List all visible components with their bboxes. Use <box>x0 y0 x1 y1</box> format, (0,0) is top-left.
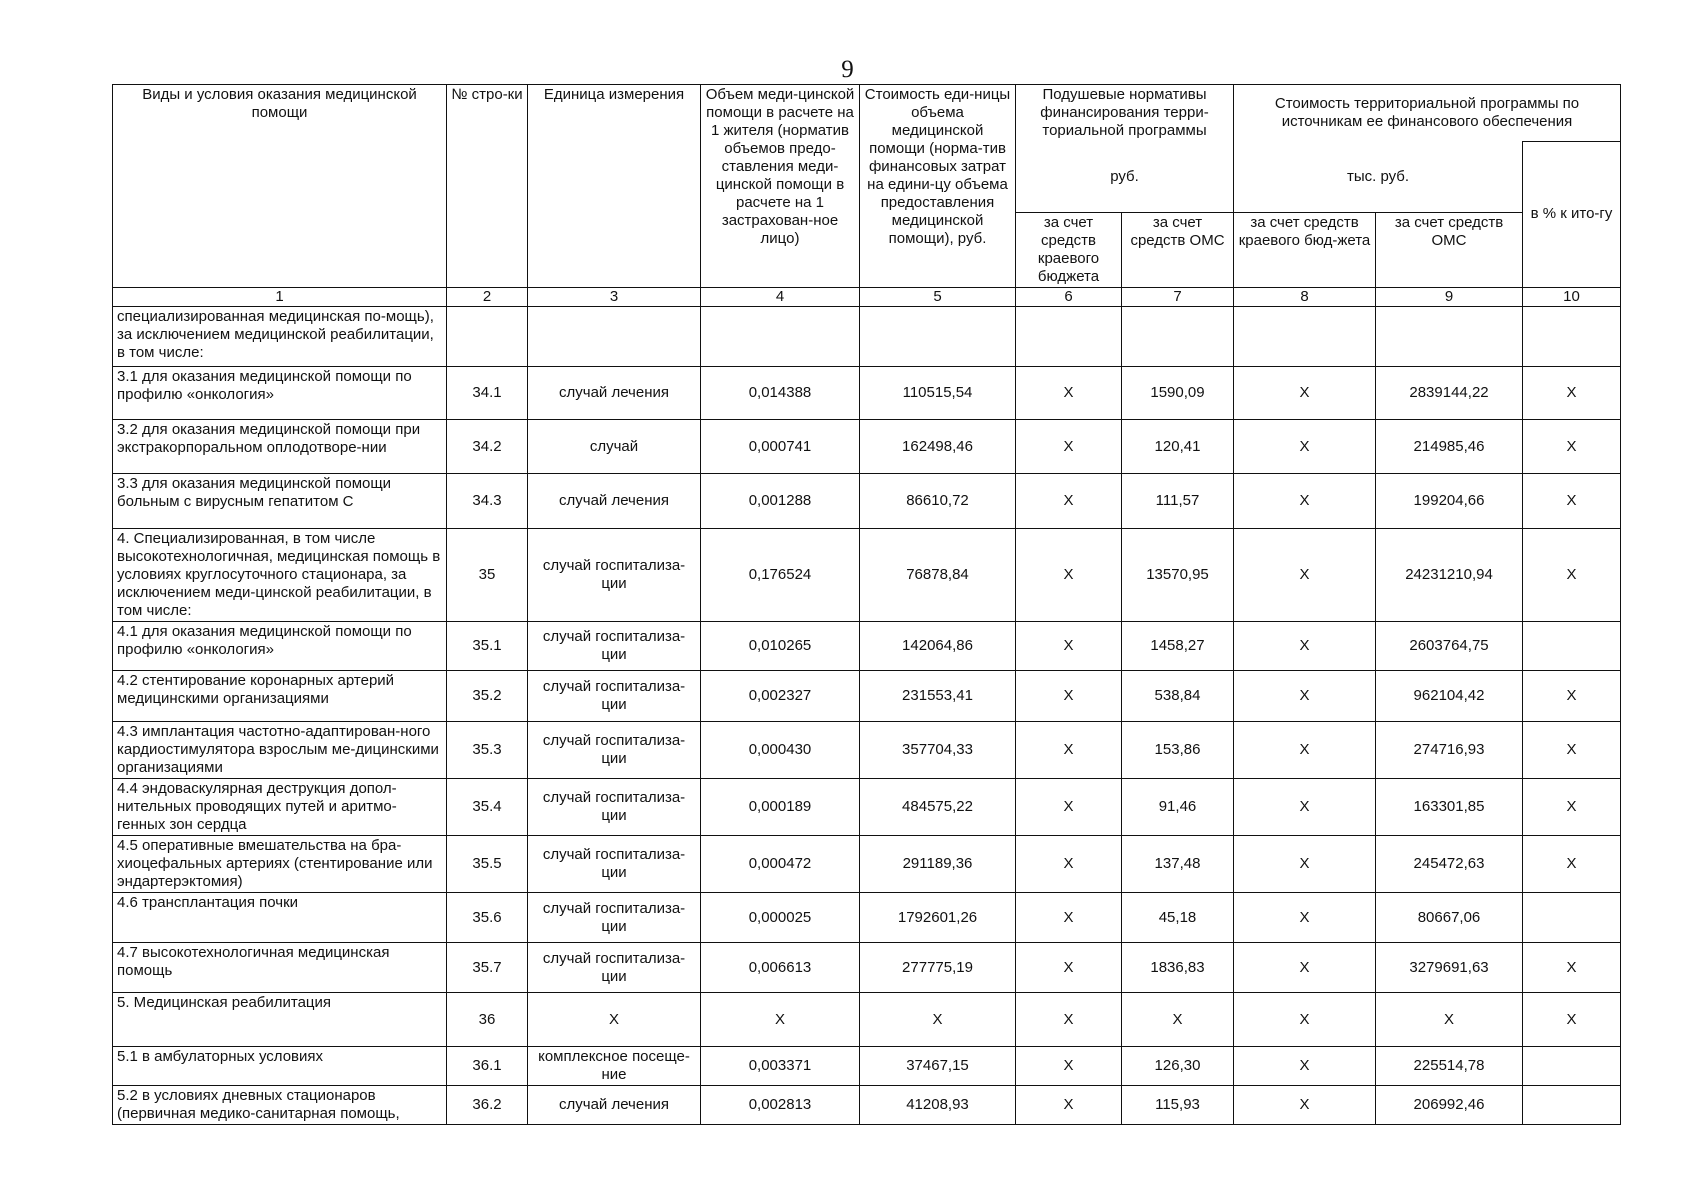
row-unit: случай госпитализа-ции <box>528 836 701 893</box>
header-regional-per-capita: за счет средств краевого бюджета <box>1016 213 1122 288</box>
column-number: 8 <box>1234 288 1376 307</box>
row-volume: 0,002327 <box>701 671 860 722</box>
row-percent: X <box>1523 474 1621 529</box>
row-oms-per-capita: 137,48 <box>1122 836 1234 893</box>
row-unit: случай госпитализа-ции <box>528 779 701 836</box>
row-unit: случай лечения <box>528 474 701 529</box>
row-regional-total: X <box>1234 671 1376 722</box>
table-row <box>113 722 1621 779</box>
row-regional-per-capita: X <box>1016 529 1122 622</box>
row-line-number: 36.2 <box>447 1086 528 1125</box>
row-oms-total: 163301,85 <box>1376 779 1523 836</box>
row-name: специализированная медицинская по-мощь), за исключением медицинской реабилитации, в том числе: <box>113 307 447 367</box>
row-regional-total: X <box>1234 529 1376 622</box>
header-oms-total: за счет средств ОМС <box>1376 213 1523 288</box>
row-oms-total: 2839144,22 <box>1376 367 1523 420</box>
row-regional-per-capita <box>1016 307 1122 367</box>
row-unit-cost: 231553,41 <box>860 671 1016 722</box>
row-oms-per-capita: 538,84 <box>1122 671 1234 722</box>
table-row <box>113 529 1621 622</box>
row-oms-per-capita: 1458,27 <box>1122 622 1234 671</box>
row-unit-cost: 41208,93 <box>860 1086 1016 1125</box>
row-unit: X <box>528 993 701 1047</box>
row-line-number: 35.7 <box>447 943 528 993</box>
row-name: 3.2 для оказания медицинской помощи при экстракорпоральном оплодотворе-нии <box>113 420 447 474</box>
table-row <box>113 622 1621 671</box>
row-regional-total: X <box>1234 722 1376 779</box>
row-oms-total: 274716,93 <box>1376 722 1523 779</box>
row-percent <box>1523 1047 1621 1086</box>
row-oms-per-capita: 13570,95 <box>1122 529 1234 622</box>
row-regional-per-capita: X <box>1016 893 1122 943</box>
row-percent: X <box>1523 529 1621 622</box>
column-number-row <box>113 288 1621 307</box>
row-name: 4.1 для оказания медицинской помощи по профилю «онкология» <box>113 622 447 671</box>
row-oms-total: 2603764,75 <box>1376 622 1523 671</box>
row-regional-per-capita: X <box>1016 671 1122 722</box>
row-percent: X <box>1523 420 1621 474</box>
header-unit-thousand: тыс. руб. <box>1234 141 1523 213</box>
header-unit-cost: Стоимость еди-ницы объема медицинской помощи (норма-тив финансовых затрат на едини-цу объема предоставления медицинской помощи), руб. <box>860 85 1016 288</box>
row-regional-per-capita: X <box>1016 779 1122 836</box>
row-name: 5. Медицинская реабилитация <box>113 993 447 1047</box>
row-oms-total: 24231210,94 <box>1376 529 1523 622</box>
row-line-number: 35.2 <box>447 671 528 722</box>
table-row <box>113 420 1621 474</box>
header-oms-per-capita: за счет средств ОМС <box>1122 213 1234 288</box>
column-number: 5 <box>860 288 1016 307</box>
row-line-number: 35.6 <box>447 893 528 943</box>
row-volume: 0,006613 <box>701 943 860 993</box>
row-regional-total: X <box>1234 1086 1376 1125</box>
column-number: 4 <box>701 288 860 307</box>
row-percent: X <box>1523 836 1621 893</box>
row-unit: случай госпитализа-ции <box>528 529 701 622</box>
column-number: 7 <box>1122 288 1234 307</box>
row-line-number: 35.4 <box>447 779 528 836</box>
row-regional-per-capita: X <box>1016 420 1122 474</box>
table-row <box>113 893 1621 943</box>
header-program-cost: Стоимость территориальной программы по источникам ее финансового обеспечения <box>1234 85 1621 142</box>
table-row <box>113 836 1621 893</box>
row-oms-per-capita: 1590,09 <box>1122 367 1234 420</box>
row-oms-per-capita: 45,18 <box>1122 893 1234 943</box>
row-oms-total <box>1376 307 1523 367</box>
row-oms-per-capita: 115,93 <box>1122 1086 1234 1125</box>
row-unit: случай госпитализа-ции <box>528 722 701 779</box>
row-oms-per-capita: 120,41 <box>1122 420 1234 474</box>
row-unit: комплексное посеще-ние <box>528 1047 701 1086</box>
row-regional-total: X <box>1234 367 1376 420</box>
row-volume: 0,000472 <box>701 836 860 893</box>
row-line-number: 35 <box>447 529 528 622</box>
row-regional-total: X <box>1234 943 1376 993</box>
row-oms-total: 962104,42 <box>1376 671 1523 722</box>
row-regional-total <box>1234 307 1376 367</box>
row-unit-cost: X <box>860 993 1016 1047</box>
column-number: 9 <box>1376 288 1523 307</box>
row-unit <box>528 307 701 367</box>
row-line-number <box>447 307 528 367</box>
row-regional-per-capita: X <box>1016 1086 1122 1125</box>
row-line-number: 35.5 <box>447 836 528 893</box>
row-name: 4.7 высокотехнологичная медицинская помощь <box>113 943 447 993</box>
row-oms-total: 199204,66 <box>1376 474 1523 529</box>
table-row <box>113 474 1621 529</box>
row-regional-total: X <box>1234 420 1376 474</box>
row-volume: 0,000430 <box>701 722 860 779</box>
row-percent: X <box>1523 671 1621 722</box>
row-percent: X <box>1523 367 1621 420</box>
financing-table <box>112 84 1621 1125</box>
row-oms-total: 245472,63 <box>1376 836 1523 893</box>
header-percent: в % к ито-гу <box>1523 141 1621 288</box>
row-unit: случай лечения <box>528 367 701 420</box>
row-percent: X <box>1523 943 1621 993</box>
row-unit: случай <box>528 420 701 474</box>
row-percent <box>1523 893 1621 943</box>
header-line-no: № стро-ки <box>447 85 528 288</box>
row-volume <box>701 307 860 367</box>
row-regional-total: X <box>1234 622 1376 671</box>
row-volume: 0,000189 <box>701 779 860 836</box>
table-row <box>113 307 1621 367</box>
row-oms-total: 214985,46 <box>1376 420 1523 474</box>
row-line-number: 35.1 <box>447 622 528 671</box>
column-number: 1 <box>113 288 447 307</box>
row-volume: 0,000025 <box>701 893 860 943</box>
header-per-capita: Подушевые нормативы финансирования терри-ториальной программы <box>1016 85 1234 142</box>
column-number: 3 <box>528 288 701 307</box>
row-oms-per-capita: 126,30 <box>1122 1047 1234 1086</box>
table-row <box>113 1047 1621 1086</box>
row-regional-per-capita: X <box>1016 836 1122 893</box>
row-oms-total: 3279691,63 <box>1376 943 1523 993</box>
row-percent: X <box>1523 779 1621 836</box>
row-oms-total: 225514,78 <box>1376 1047 1523 1086</box>
row-name: 4.3 имплантация частотно-адаптирован-ного кардиостимулятора взрослым ме-дицинскими организациями <box>113 722 447 779</box>
table-row <box>113 671 1621 722</box>
header-unit: Единица измерения <box>528 85 701 288</box>
row-line-number: 34.1 <box>447 367 528 420</box>
row-regional-total: X <box>1234 993 1376 1047</box>
row-unit-cost: 110515,54 <box>860 367 1016 420</box>
header-unit-rub: руб. <box>1016 141 1234 213</box>
row-oms-per-capita: 91,46 <box>1122 779 1234 836</box>
row-unit-cost: 142064,86 <box>860 622 1016 671</box>
row-percent: X <box>1523 993 1621 1047</box>
row-unit-cost: 1792601,26 <box>860 893 1016 943</box>
row-unit: случай госпитализа-ции <box>528 893 701 943</box>
row-line-number: 34.3 <box>447 474 528 529</box>
row-percent <box>1523 1086 1621 1125</box>
row-unit: случай лечения <box>528 1086 701 1125</box>
row-line-number: 36 <box>447 993 528 1047</box>
column-number: 6 <box>1016 288 1122 307</box>
column-number: 10 <box>1523 288 1621 307</box>
row-regional-per-capita: X <box>1016 367 1122 420</box>
row-unit-cost: 86610,72 <box>860 474 1016 529</box>
row-name: 4. Специализированная, в том числе высокотехнологичная, медицинская помощь в условиях круглосуточного стационара, за исключением меди-цинской реабилитации, в том числе: <box>113 529 447 622</box>
row-name: 4.5 оперативные вмешательства на бра-хиоцефальных артериях (стентирование или эндартерэктомия) <box>113 836 447 893</box>
table-row <box>113 993 1621 1047</box>
table-row <box>113 1086 1621 1125</box>
row-oms-per-capita: 111,57 <box>1122 474 1234 529</box>
row-oms-per-capita <box>1122 307 1234 367</box>
row-regional-total: X <box>1234 779 1376 836</box>
table-row <box>113 367 1621 420</box>
row-volume: 0,176524 <box>701 529 860 622</box>
row-volume: 0,002813 <box>701 1086 860 1125</box>
row-volume: 0,001288 <box>701 474 860 529</box>
row-regional-per-capita: X <box>1016 993 1122 1047</box>
row-oms-total: 206992,46 <box>1376 1086 1523 1125</box>
row-regional-per-capita: X <box>1016 474 1122 529</box>
row-volume: 0,003371 <box>701 1047 860 1086</box>
row-unit: случай госпитализа-ции <box>528 943 701 993</box>
row-volume: 0,000741 <box>701 420 860 474</box>
row-oms-per-capita: X <box>1122 993 1234 1047</box>
row-volume: 0,014388 <box>701 367 860 420</box>
row-unit-cost: 291189,36 <box>860 836 1016 893</box>
row-name: 5.1 в амбулаторных условиях <box>113 1047 447 1086</box>
row-name: 3.1 для оказания медицинской помощи по профилю «онкология» <box>113 367 447 420</box>
header-regional-total: за счет средств краевого бюд-жета <box>1234 213 1376 288</box>
row-regional-total: X <box>1234 474 1376 529</box>
row-line-number: 36.1 <box>447 1047 528 1086</box>
row-unit: случай госпитализа-ции <box>528 671 701 722</box>
row-unit-cost: 162498,46 <box>860 420 1016 474</box>
row-regional-total: X <box>1234 893 1376 943</box>
row-volume: 0,010265 <box>701 622 860 671</box>
row-oms-total: X <box>1376 993 1523 1047</box>
row-regional-per-capita: X <box>1016 722 1122 779</box>
row-regional-per-capita: X <box>1016 622 1122 671</box>
row-percent <box>1523 622 1621 671</box>
row-unit-cost: 357704,33 <box>860 722 1016 779</box>
row-unit-cost: 277775,19 <box>860 943 1016 993</box>
row-name: 4.2 стентирование коронарных артерий медицинскими организациями <box>113 671 447 722</box>
row-name: 4.4 эндоваскулярная деструкция допол-нительных проводящих путей и аритмо-генных зон сердца <box>113 779 447 836</box>
row-line-number: 34.2 <box>447 420 528 474</box>
row-regional-per-capita: X <box>1016 943 1122 993</box>
column-number: 2 <box>447 288 528 307</box>
header-volume: Объем меди-цинской помощи в расчете на 1 жителя (норматив объемов предо-ставления меди-цинской помощи в расчете на 1 застрахован-ное лицо) <box>701 85 860 288</box>
row-percent: X <box>1523 722 1621 779</box>
row-regional-total: X <box>1234 836 1376 893</box>
row-regional-per-capita: X <box>1016 1047 1122 1086</box>
row-unit: случай госпитализа-ции <box>528 622 701 671</box>
row-oms-per-capita: 153,86 <box>1122 722 1234 779</box>
row-unit-cost: 484575,22 <box>860 779 1016 836</box>
row-name: 3.3 для оказания медицинской помощи больным с вирусным гепатитом С <box>113 474 447 529</box>
row-oms-total: 80667,06 <box>1376 893 1523 943</box>
header-row-1 <box>113 85 1621 142</box>
table-row <box>113 779 1621 836</box>
row-unit-cost: 37467,15 <box>860 1047 1016 1086</box>
row-unit-cost: 76878,84 <box>860 529 1016 622</box>
row-name: 4.6 трансплантация почки <box>113 893 447 943</box>
row-name: 5.2 в условиях дневных стационаров (первичная медико-санитарная помощь, <box>113 1086 447 1125</box>
page-number: 9 <box>841 56 854 83</box>
row-percent <box>1523 307 1621 367</box>
row-volume: X <box>701 993 860 1047</box>
header-kinds: Виды и условия оказания медицинской помощи <box>113 85 447 288</box>
row-unit-cost <box>860 307 1016 367</box>
row-regional-total: X <box>1234 1047 1376 1086</box>
table-row <box>113 943 1621 993</box>
row-line-number: 35.3 <box>447 722 528 779</box>
row-oms-per-capita: 1836,83 <box>1122 943 1234 993</box>
